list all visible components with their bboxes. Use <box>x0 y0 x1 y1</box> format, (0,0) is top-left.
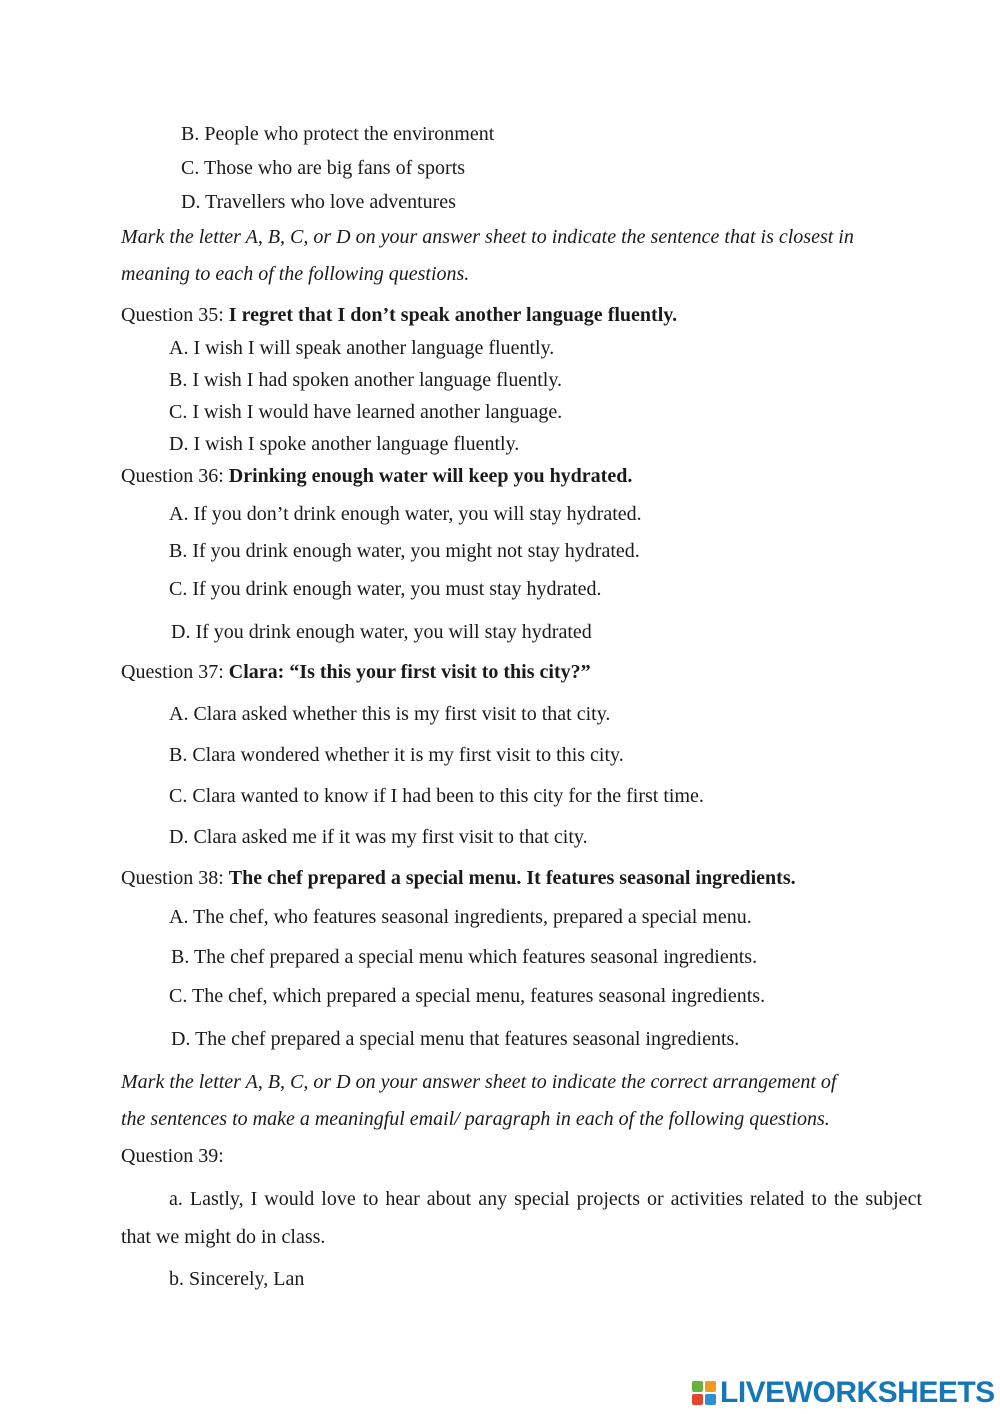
question-prompt: The chef prepared a special menu. It features seasonal ingredients. <box>228 867 796 889</box>
question-prompt: Clara: “Is this your first visit to this city?” <box>228 661 591 683</box>
question-label: Question 37: <box>121 661 229 683</box>
question-label: Question 36: <box>121 465 229 487</box>
q36-option-d[interactable]: D. If you drink enough water, you will stay hydrated <box>171 621 592 643</box>
q38-option-d[interactable]: D. The chef prepared a special menu that features seasonal ingredients. <box>171 1028 740 1050</box>
q37-option-c[interactable]: C. Clara wanted to know if I had been to this city for the first time. <box>169 785 704 807</box>
q37-option-a[interactable]: A. Clara asked whether this is my first visit to that city. <box>169 703 611 725</box>
prev-option-d: D. Travellers who love adventures <box>181 191 456 213</box>
logo-tile-blue <box>705 1394 716 1405</box>
liveworksheets-logo[interactable] <box>692 1376 995 1410</box>
q35-option-b[interactable]: B. I wish I had spoken another language fluently. <box>169 369 563 391</box>
logo-tile-orange <box>705 1381 716 1392</box>
question-36 <box>121 463 632 489</box>
instruction-closest-meaning-line1: Mark the letter A, B, C, or D on your answer sheet to indicate the sentence that is closest in <box>121 226 854 248</box>
question-39-label: Question 39: <box>121 1145 224 1167</box>
question-label: Question 35: <box>121 304 229 326</box>
logo-mark-icon <box>692 1381 716 1405</box>
prev-option-b: B. People who protect the environment <box>181 123 495 145</box>
instruction-closest-meaning-line2: meaning to each of the following questions. <box>121 263 470 285</box>
logo-tile-red <box>692 1394 703 1405</box>
q37-option-b[interactable]: B. Clara wondered whether it is my first visit to this city. <box>169 744 624 766</box>
q38-option-a[interactable]: A. The chef, who features seasonal ingredients, prepared a special menu. <box>169 906 752 928</box>
q37-option-d[interactable]: D. Clara asked me if it was my first visit to that city. <box>169 826 588 848</box>
q39-sentence-b: b. Sincerely, Lan <box>169 1268 305 1290</box>
question-prompt: I regret that I don’t speak another language fluently. <box>228 304 678 326</box>
instruction-arrangement-line1: Mark the letter A, B, C, or D on your answer sheet to indicate the correct arrangement of <box>121 1071 837 1093</box>
instruction-arrangement-line2: the sentences to make a meaningful email/ paragraph in each of the following questions. <box>121 1108 830 1130</box>
q38-option-c[interactable]: C. The chef, which prepared a special menu, features seasonal ingredients. <box>169 985 766 1007</box>
question-prompt: Drinking enough water will keep you hydrated. <box>228 465 633 487</box>
logo-tile-green <box>692 1381 703 1392</box>
q35-option-c[interactable]: C. I wish I would have learned another language. <box>169 401 563 423</box>
q39-sentence-a: a. Lastly, I would love to hear about any special projects or activities related to the subject that we might do in class. <box>121 1188 922 1248</box>
q36-option-b[interactable]: B. If you drink enough water, you might not stay hydrated. <box>169 540 640 562</box>
q36-option-c[interactable]: C. If you drink enough water, you must stay hydrated. <box>169 578 602 600</box>
question-38 <box>121 865 796 891</box>
question-label: Question 38: <box>121 867 229 889</box>
prev-option-c: C. Those who are big fans of sports <box>181 157 466 179</box>
question-37 <box>121 659 591 685</box>
q35-option-d[interactable]: D. I wish I spoke another language fluently. <box>169 433 520 455</box>
q35-option-a[interactable]: A. I wish I will speak another language fluently. <box>169 337 555 359</box>
q36-option-a[interactable]: A. If you don’t drink enough water, you will stay hydrated. <box>169 503 642 525</box>
logo-text: LIVEWORKSHEETS <box>720 1376 995 1409</box>
question-35 <box>121 302 677 328</box>
q38-option-b[interactable]: B. The chef prepared a special menu which features seasonal ingredients. <box>171 946 758 968</box>
